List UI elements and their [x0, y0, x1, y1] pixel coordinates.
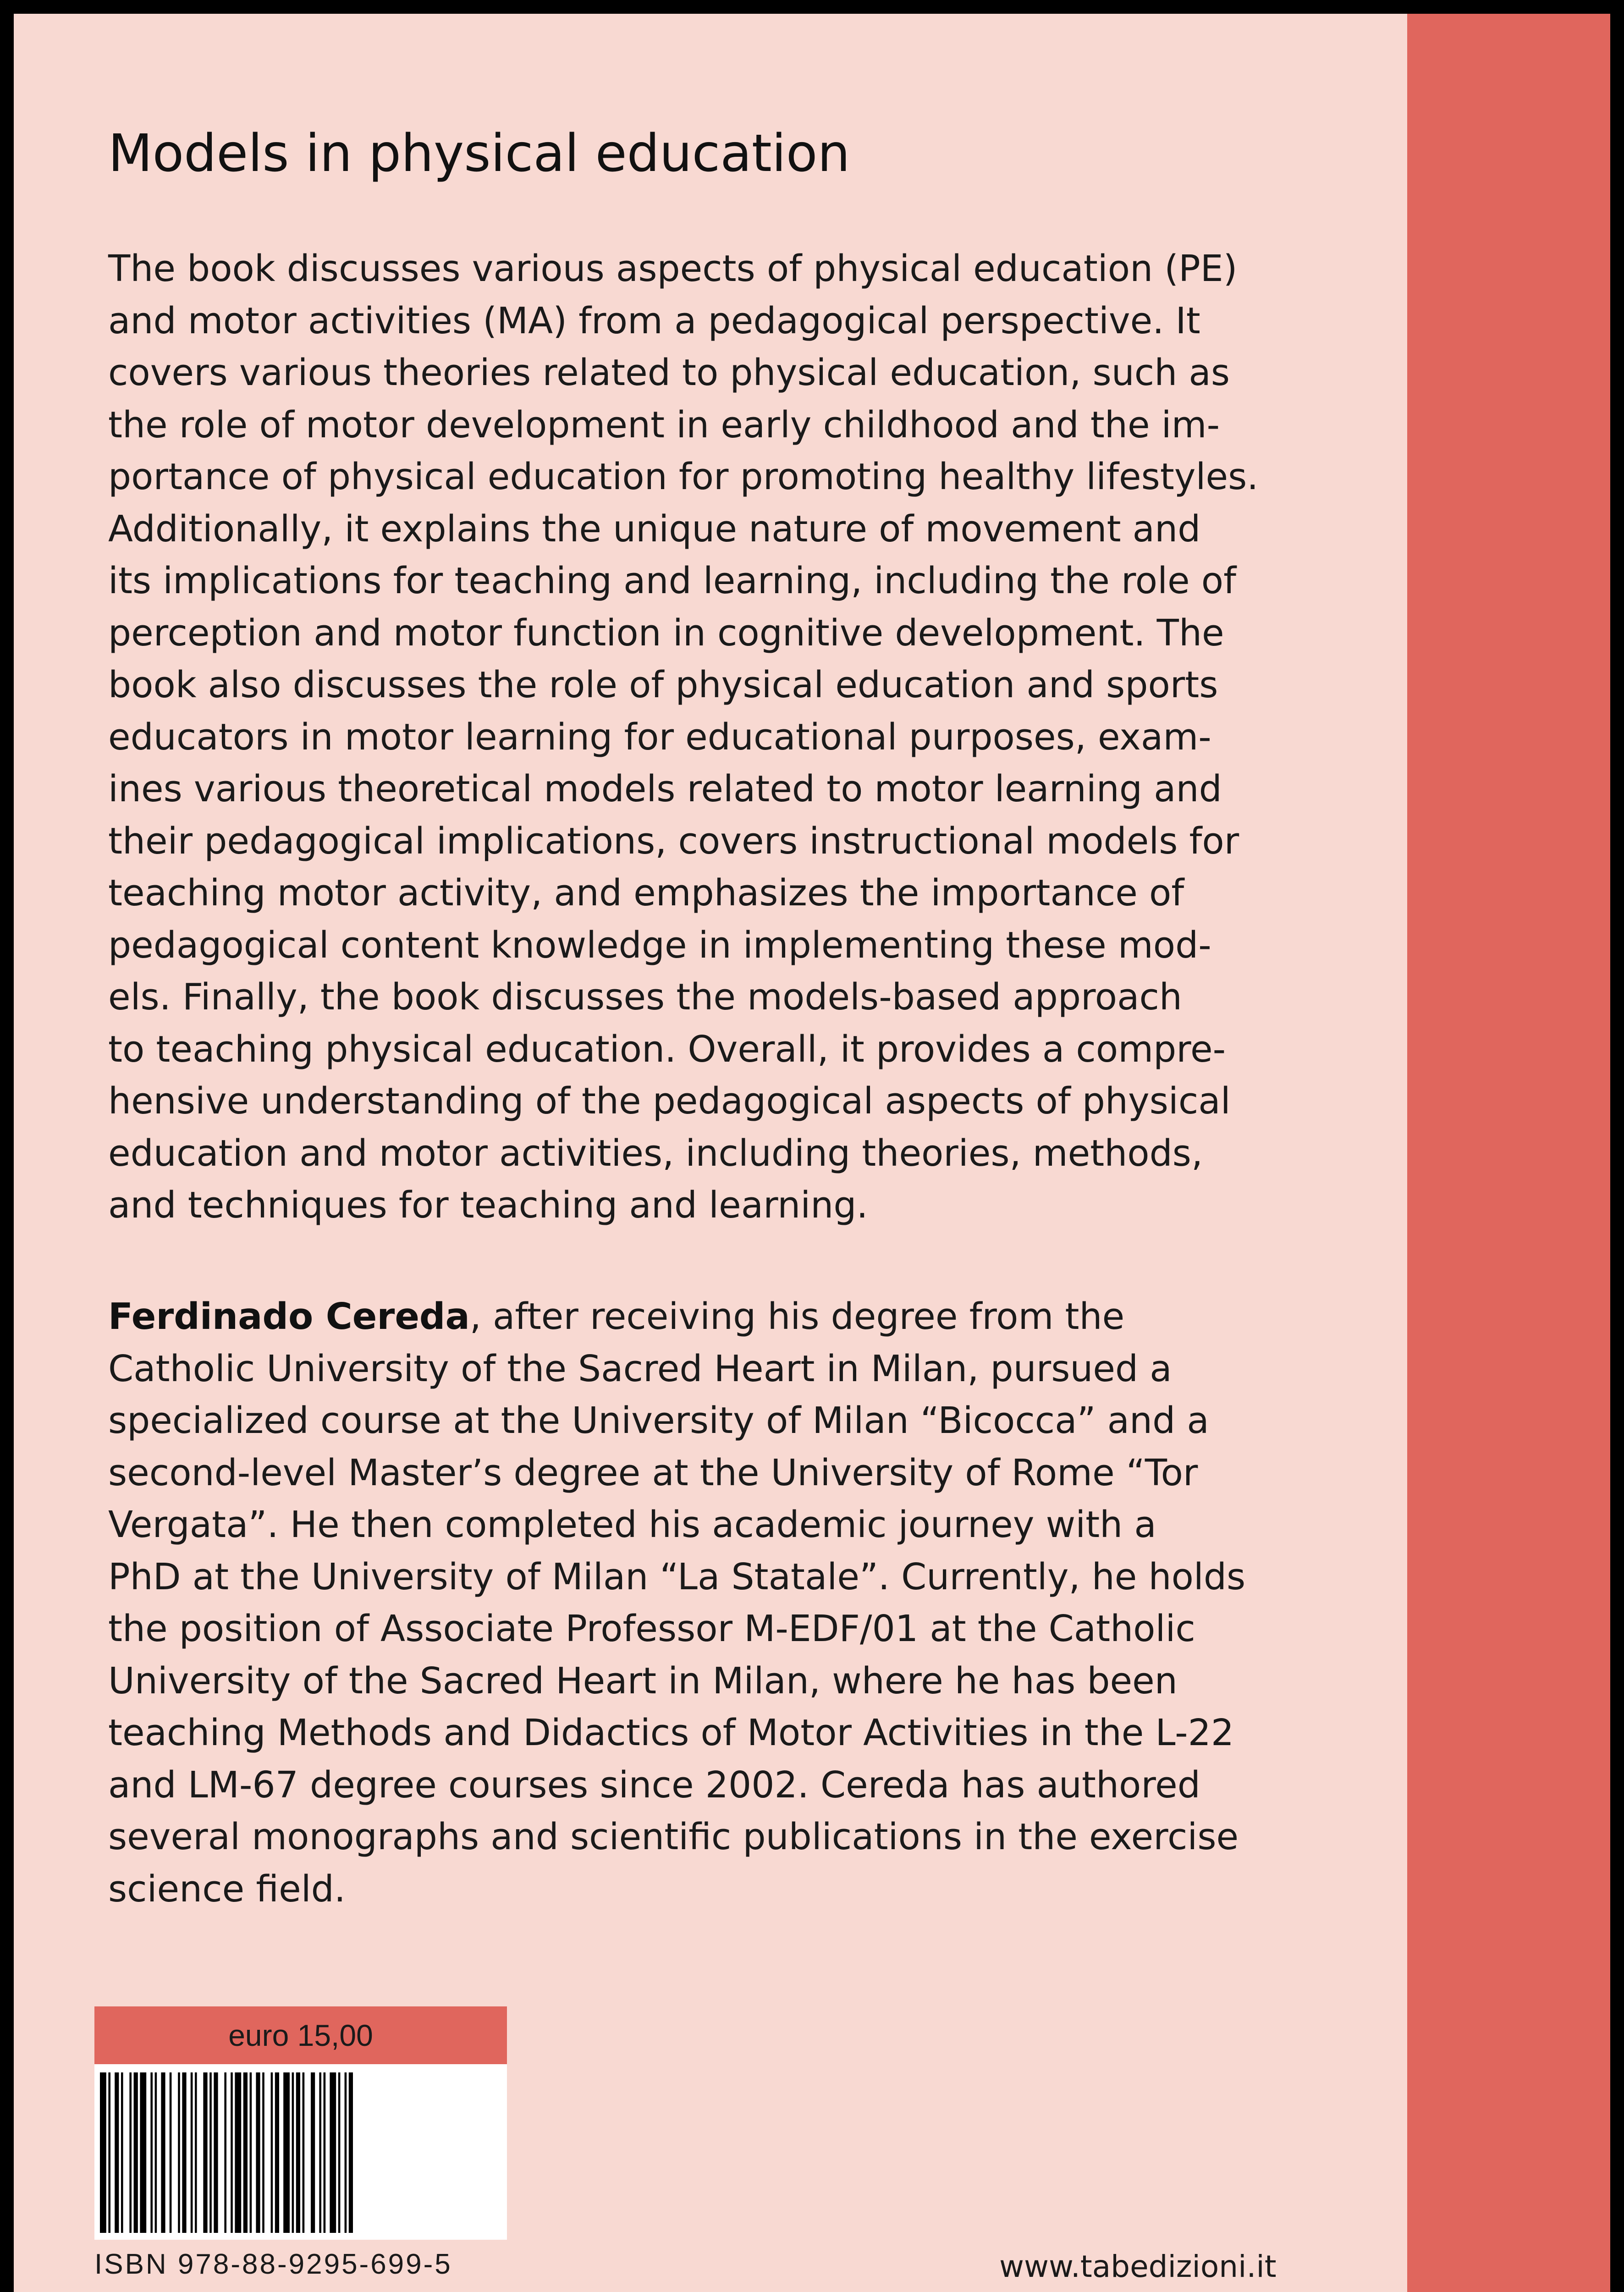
description-line: teaching motor activity, and emphasizes the importance of [108, 872, 1184, 914]
bio-line: science field. [108, 1868, 346, 1910]
description-line: its implications for teaching and learning, including the role of [108, 560, 1236, 602]
description-line: book also discusses the role of physical education and sports [108, 664, 1218, 706]
bio-line: second-level Master’s degree at the University of Rome “Tor [108, 1451, 1198, 1494]
author-name: Ferdinado Cereda [108, 1295, 470, 1338]
spine-stripe [1407, 14, 1610, 2292]
book-description [108, 243, 1346, 1232]
description-line: and motor activities (MA) from a pedagogical perspective. It [108, 299, 1200, 342]
description-line: Additionally, it explains the unique nature of movement and [108, 507, 1201, 550]
price-label: euro 15,00 [94, 2006, 507, 2064]
bio-line: PhD at the University of Milan “La Statale”. Currently, he holds [108, 1555, 1246, 1598]
bio-first-line-rest: , after receiving his degree from the [469, 1295, 1125, 1338]
bio-line: and LM-67 degree courses since 2002. Cereda has authored [108, 1763, 1200, 1806]
isbn-number: ISBN 978-88-9295-699-5 [94, 2248, 452, 2280]
description-line: covers various theories related to physical education, such as [108, 352, 1230, 394]
book-title: Models in physical education [108, 124, 850, 183]
bio-line: Vergata”. He then completed his academic journey with a [108, 1504, 1156, 1546]
bio-line: Catholic University of the Sacred Heart in Milan, pursued a [108, 1347, 1172, 1390]
description-line: the role of motor development in early childhood and the im- [108, 403, 1220, 446]
bio-first-line [108, 1291, 1346, 1343]
publisher-website[interactable]: www.tabedizioni.it [999, 2249, 1277, 2284]
description-line: to teaching physical education. Overall, it provides a compre- [108, 1028, 1226, 1070]
description-line: hensive understanding of the pedagogical aspects of physical [108, 1080, 1231, 1122]
description-line: their pedagogical implications, covers instructional models for [108, 820, 1239, 862]
bio-line: several monographs and scientific publications in the exercise [108, 1816, 1239, 1858]
description-line: els. Finally, the book discusses the models-based approach [108, 976, 1182, 1018]
back-cover [14, 14, 1407, 2292]
description-line: The book discusses various aspects of physical education (PE) [108, 248, 1238, 290]
barcode-graphic [94, 2064, 507, 2240]
bio-line: teaching Methods and Didactics of Motor Activities in the L-22 [108, 1712, 1234, 1754]
description-line: educators in motor learning for educational purposes, exam- [108, 716, 1211, 758]
bio-line: the position of Associate Professor M-EDF/01 at the Catholic [108, 1608, 1195, 1650]
author-bio [108, 1291, 1346, 1915]
bio-line: specialized course at the University of Milan “Bicocca” and a [108, 1399, 1209, 1442]
bio-line: University of the Sacred Heart in Milan, where he has been [108, 1659, 1178, 1702]
description-line: pedagogical content knowledge in implementing these mod- [108, 924, 1211, 966]
description-line: portance of physical education for promoting healthy lifestyles. [108, 456, 1259, 498]
description-line: education and motor activities, including theories, methods, [108, 1132, 1203, 1174]
barcode [94, 2064, 507, 2240]
description-line: and techniques for teaching and learning. [108, 1184, 868, 1226]
description-line: ines various theoretical models related to motor learning and [108, 768, 1222, 810]
description-line: perception and motor function in cognitive development. The [108, 612, 1224, 654]
